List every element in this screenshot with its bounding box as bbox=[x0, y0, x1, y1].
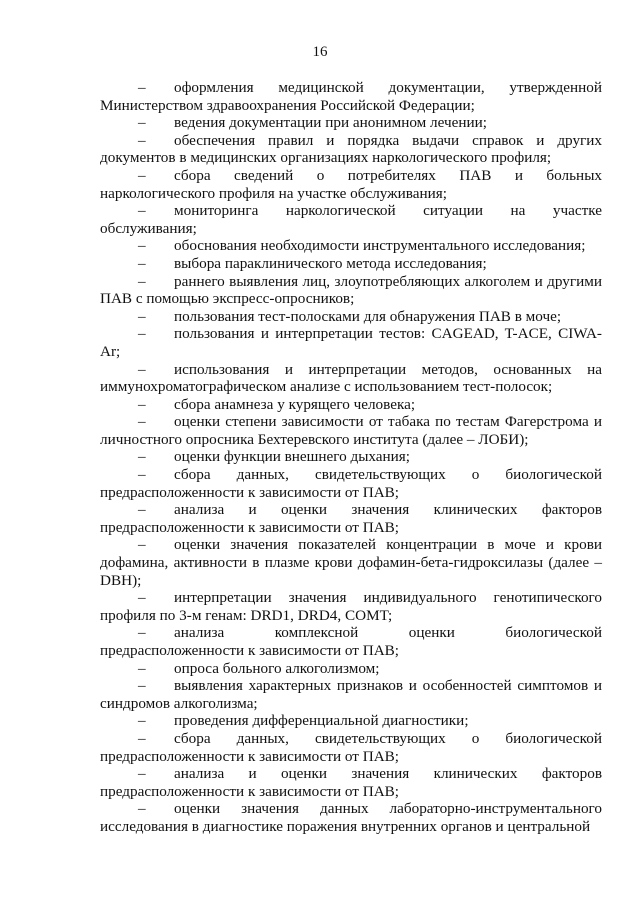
dash-marker: – bbox=[138, 254, 146, 272]
dash-marker: – bbox=[138, 413, 146, 431]
list-item-text: обеспечения правил и порядка выдачи справок и других документов в медицинских организациях наркологического профиля; bbox=[100, 131, 602, 167]
dash-marker: – bbox=[138, 237, 146, 255]
list-item-text: проведения дифференциальной диагностики; bbox=[174, 712, 469, 730]
dash-marker: – bbox=[138, 729, 146, 747]
dash-marker: – bbox=[138, 325, 146, 343]
list-item bbox=[100, 255, 602, 273]
list-item-text: пользования тест-полосками для обнаружения ПАВ в моче; bbox=[174, 307, 562, 325]
dash-marker: – bbox=[138, 501, 146, 519]
list-item-text: анализа комплексной оценки биологической предрасположенности к зависимости от ПАВ; bbox=[100, 624, 602, 659]
list-item bbox=[100, 237, 602, 255]
list-item bbox=[100, 308, 602, 326]
list-item-text: оценки функции внешнего дыхания; bbox=[174, 448, 411, 466]
list-item bbox=[100, 624, 602, 659]
list-item-text: сбора данных, свидетельствующих о биологической предрасположенности к зависимости от ПАВ; bbox=[100, 466, 602, 501]
dash-marker: – bbox=[138, 765, 146, 783]
dash-marker: – bbox=[138, 131, 146, 149]
dash-marker: – bbox=[138, 360, 146, 378]
list-item-text: сбора анамнеза у курящего человека; bbox=[174, 395, 416, 413]
list-item-text: оценки значения данных лабораторно-инструментального исследования в диагностике поражения внутренних органов и центральной bbox=[100, 800, 602, 835]
list-item bbox=[100, 712, 602, 730]
dash-marker: – bbox=[138, 466, 146, 484]
page-number: 16 bbox=[312, 44, 328, 60]
list-item-text: сбора данных, свидетельствующих о биологической предрасположенности к зависимости от ПАВ; bbox=[100, 729, 602, 765]
list-item bbox=[100, 730, 602, 765]
list-item bbox=[100, 800, 602, 835]
list-item bbox=[100, 167, 602, 202]
dash-marker: – bbox=[138, 677, 146, 695]
list-item bbox=[100, 589, 602, 624]
list-item-text: выявления характерных признаков и особенностей симптомов и синдромов алкоголизма; bbox=[100, 677, 602, 712]
list-item-text: интерпретации значения индивидуального генотипического профиля по 3-м генам: DRD1, DRD4, COMT; bbox=[100, 589, 602, 624]
list-item-text: анализа и оценки значения клинических факторов предрасположенности к зависимости от ПАВ; bbox=[100, 501, 602, 536]
list-item-text: сбора сведений о потребителях ПАВ и больных наркологического профиля на участке обслуживания; bbox=[100, 166, 602, 202]
list-item-text: анализа и оценки значения клинических факторов предрасположенности к зависимости от ПАВ; bbox=[100, 765, 602, 800]
list-item bbox=[100, 325, 602, 360]
dash-marker: – bbox=[138, 800, 146, 818]
list-item bbox=[100, 536, 602, 589]
list-item bbox=[100, 202, 602, 237]
dash-marker: – bbox=[138, 624, 146, 642]
list-item-text: мониторинга наркологической ситуации на участке обслуживания; bbox=[100, 202, 602, 237]
list-item-text: обоснования необходимости инструментального исследования; bbox=[174, 237, 586, 255]
dash-marker: – bbox=[138, 659, 146, 677]
list-item bbox=[100, 448, 602, 466]
dash-marker: – bbox=[138, 166, 146, 184]
list-item bbox=[100, 660, 602, 678]
list-item-text: опроса больного алкоголизмом; bbox=[174, 659, 380, 677]
dash-marker: – bbox=[138, 114, 146, 132]
list-item bbox=[100, 501, 602, 536]
dash-marker: – bbox=[138, 202, 146, 220]
list-item-text: использования и интерпретации методов, основанных на иммунохроматографическом анализе с использованием тест-полосок; bbox=[100, 360, 602, 396]
list-item-text: оценки степени зависимости от табака по тестам Фагерстрома и личностного опросника Бехтеревского института (далее – ЛОБИ); bbox=[100, 413, 602, 448]
list-item-text: ведения документации при анонимном лечении; bbox=[174, 114, 487, 132]
list-item-text: пользования и интерпретации тестов: CAGEAD, T-ACE, CIWA-Ar; bbox=[100, 325, 602, 360]
list-item-text: оформления медицинской документации, утвержденной Министерством здравоохранения Российской Федерации; bbox=[100, 79, 602, 114]
dash-marker: – bbox=[138, 712, 146, 730]
dash-marker: – bbox=[138, 395, 146, 413]
list-item bbox=[100, 396, 602, 414]
list-item bbox=[100, 361, 602, 396]
list-item bbox=[100, 79, 602, 114]
list-item bbox=[100, 466, 602, 501]
dash-marker: – bbox=[138, 272, 146, 290]
dash-marker: – bbox=[138, 79, 146, 96]
dash-marker: – bbox=[138, 536, 146, 554]
list-item bbox=[100, 114, 602, 132]
dash-marker: – bbox=[138, 307, 146, 325]
list-item bbox=[100, 413, 602, 448]
list-item bbox=[100, 765, 602, 800]
list-item bbox=[100, 677, 602, 712]
list-item bbox=[100, 273, 602, 308]
dash-marker: – bbox=[138, 589, 146, 607]
list-item-text: раннего выявления лиц, злоупотребляющих алкоголем и другими ПАВ с помощью экспресс-опросников; bbox=[100, 272, 602, 308]
list-item bbox=[100, 132, 602, 167]
list-item-text: выбора параклинического метода исследования; bbox=[174, 254, 487, 272]
skills-list bbox=[100, 79, 602, 836]
list-item-text: оценки значения показателей концентрации в моче и крови дофамина, активности в плазме крови дофамин-бета-гидроксилазы (далее – DBH); bbox=[100, 536, 602, 589]
dash-marker: – bbox=[138, 448, 146, 466]
